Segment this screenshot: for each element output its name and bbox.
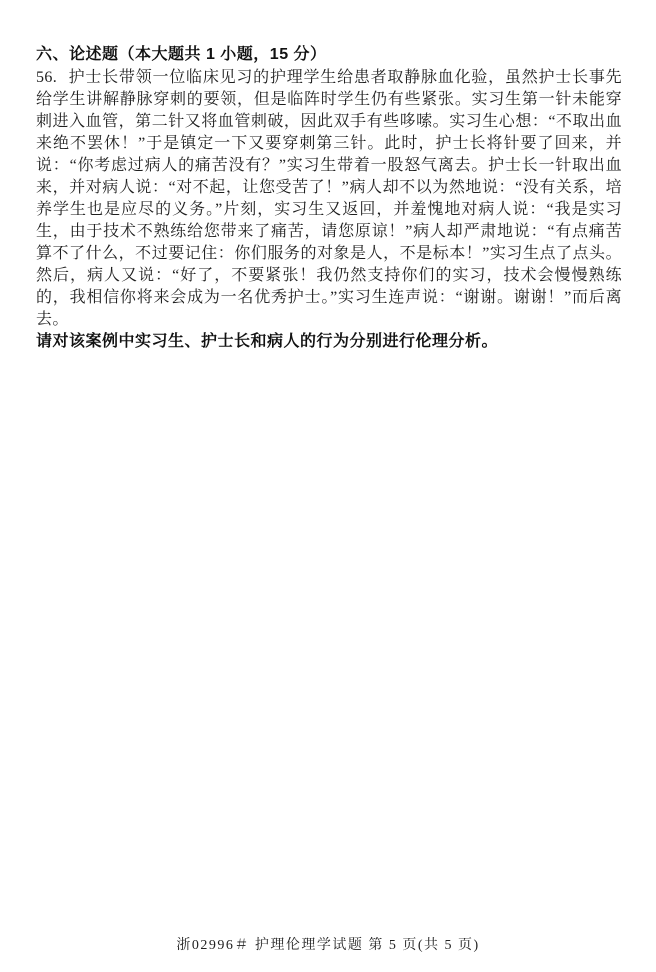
question-task: 请对该案例中实习生、护士长和病人的行为分别进行伦理分析。 <box>36 333 499 350</box>
exam-content <box>36 44 622 353</box>
question-text: 护士长带领一位临床见习的护理学生给患者取静脉血化验，虽然护士长事先给学生讲解静脉穿刺的要领，但是临阵时学生仍有些紧张。实习生第一针未能穿刺进入血管，第二针又将血管刺破，因此双手有些哆嗦。实习生心想：“不取出血来绝不罢休！”于是镇定一下又要穿刺第三针。此时，护士长将针要了回来，并说：“你考虑过病人的痛苦没有？”实习生带着一股怒气离去。护士长一针取出血来，并对病人说：“对不起，让您受苦了！”病人却不以为然地说：“没有关系，培养学生也是应尽的义务。”片刻，实习生又返回，并羞愧地对病人说：“我是实习生，由于技术不熟练给您带来了痛苦，请您原谅！”病人却严肃地说：“有点痛苦算不了什么，不过要记住：你们服务的对象是人，不是标本！”实习生点了点头。然后，病人又说：“好了，不要紧张！我仍然支持你们的实习，技术会慢慢熟练的，我相信你将来会成为一名优秀护士。”实习生连声说：“谢谢。谢谢！”而后离去。 <box>36 69 622 328</box>
section-heading: 六、论述题（本大题共 1 小题，15 分） <box>36 46 327 63</box>
page-footer: 浙02996＃ 护理伦理学试题 第 5 页(共 5 页) <box>176 938 480 953</box>
question-number: 56. <box>36 69 58 86</box>
question-paragraph <box>36 67 622 331</box>
